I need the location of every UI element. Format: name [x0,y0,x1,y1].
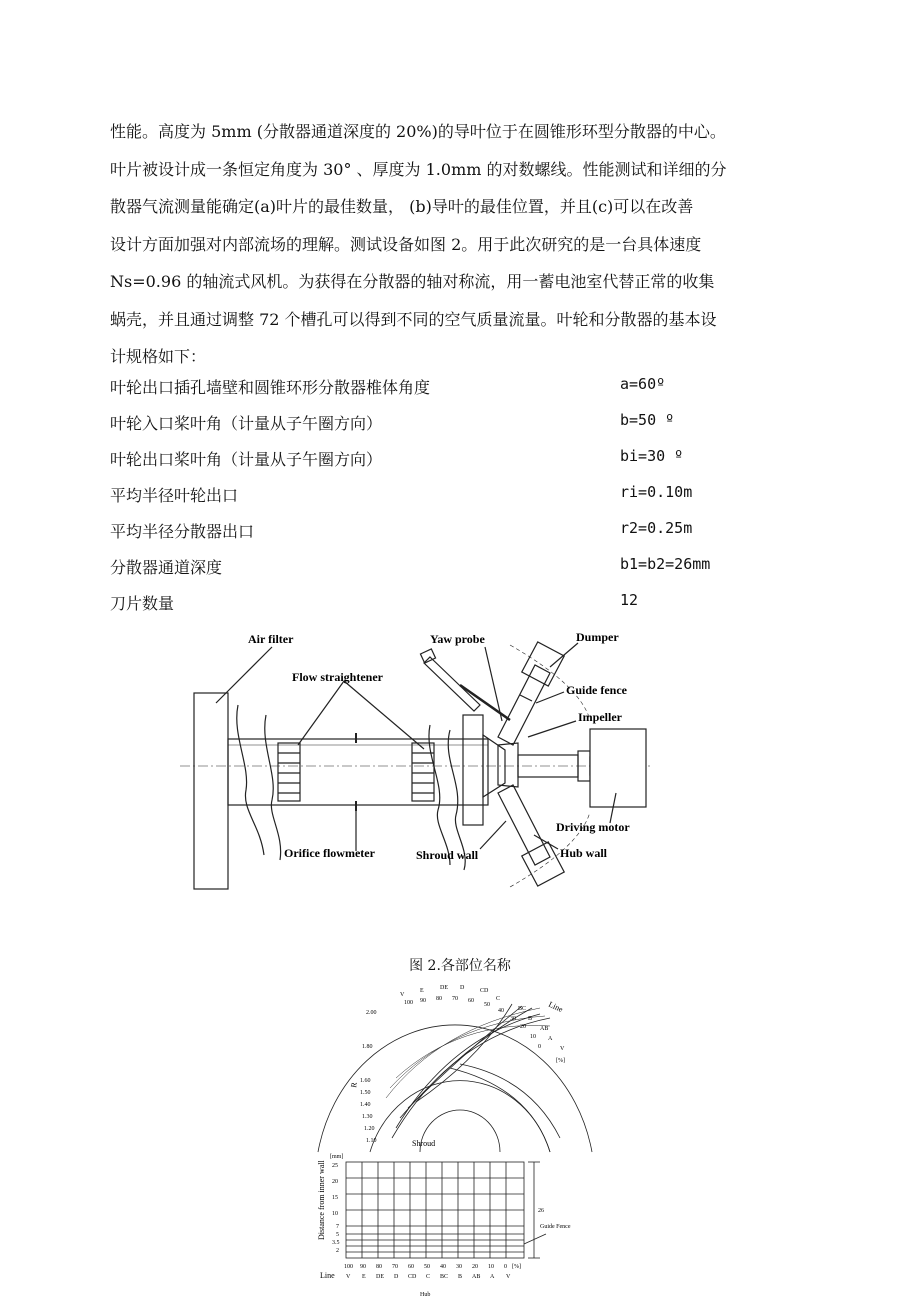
label-flow-straightener: Flow straightener [292,670,383,684]
y-tick: 15 [332,1195,338,1201]
label-yaw-probe: Yaw probe [430,632,485,646]
y-tick: 10 [332,1211,338,1217]
top-number: 50 [484,1002,490,1008]
spec-label: 平均半径分散器出口 [110,522,255,541]
spec-label: 分散器通道深度 [110,558,223,577]
top-line-label: BC [518,1006,527,1012]
paragraph-line: Ns=0.96 的轴流式风机。为获得在分散器的轴对称流，用一蓄电池室代替正常的收集 [110,272,715,291]
top-number: 10 [530,1034,536,1040]
depth-label: 26 [538,1208,544,1214]
r-tick: 1.10 [366,1138,377,1144]
bottom-number: 50 [424,1264,430,1270]
bottom-number: 10 [488,1264,494,1270]
mm-unit: [mm] [330,1154,344,1160]
label-orifice-flowmeter: Orifice flowmeter [284,846,375,860]
y-tick: 3.5 [332,1240,340,1246]
top-line-label: DE [440,985,448,991]
label-hub-wall: Hub wall [560,846,608,860]
r-tick: 1.80 [362,1044,373,1050]
air-filter-box [194,693,228,889]
y-tick: 5 [336,1232,339,1238]
bottom-number: 60 [408,1264,414,1270]
top-line-label: V [560,1046,565,1052]
spec-label: 叶轮出口桨叶角（计量从子午圈方向） [110,450,383,469]
spec-label: 叶轮出口插孔墙壁和圆锥环形分散器椎体角度 [110,378,431,397]
label-guide-fence: Guide fence [566,683,627,697]
r-tick: 1.20 [364,1126,375,1132]
bottom-number: 80 [376,1264,382,1270]
paragraph-line: 蜗壳，并且通过调整 72 个槽孔可以得到不同的空气质量流量。叶轮和分散器的基本设 [110,309,717,329]
paragraph-line: 计规格如下： [110,347,207,366]
bottom-number: 100 [344,1264,353,1270]
bottom-line-label: D [394,1274,399,1280]
yaw-probe [420,649,510,720]
paragraph-line: 叶片被设计成一条恒定角度为 30° 、厚度为 1.0mm 的对数螺线。性能测试和详细的分 [110,159,727,179]
paragraph-line: 散器气流测量能确定(a)叶片的最佳数量， (b)导叶的最佳位置，并且(c)可以在改善 [110,197,694,216]
label-air-filter: Air filter [248,632,294,646]
top-number: 0 [538,1044,541,1050]
top-number: 100 [404,1000,413,1006]
label-impeller: Impeller [578,710,622,724]
top-line-label: E [420,988,424,994]
driving-motor-box [590,729,646,807]
hub-label: Hub [420,1292,431,1298]
spec-label: 平均半径叶轮出口 [110,486,239,505]
r-tick: 1.50 [360,1090,371,1096]
top-number: 40 [498,1008,504,1014]
bottom-line-label: B [458,1274,463,1280]
top-number: 80 [436,996,442,1002]
spec-value: a=60º [620,375,666,393]
bottom-number: 20 [472,1264,478,1270]
spec-value: r2=0.25m [620,519,693,537]
body-paragraph [110,113,810,376]
y-axis-label: Distance from inner wall [317,1160,326,1240]
y-tick: 20 [332,1179,338,1185]
top-line-label: AB [540,1026,549,1032]
top-number: 90 [420,998,426,1004]
bottom-line-label: DE [376,1274,384,1280]
guide-fence-label: Guide Fence [540,1224,571,1230]
line-word-bottom: Line [320,1271,335,1280]
measurement-figure [300,978,610,1302]
label-driving-motor: Driving motor [556,820,630,834]
bottom-number: 40 [440,1264,446,1270]
spec-label: 叶轮入口桨叶角（计量从子午圈方向） [110,414,383,433]
r-tick: 2.00 [366,1010,377,1016]
bottom-line-label: E [362,1274,366,1280]
percent-unit-bottom: [%] [512,1264,521,1270]
bottom-line-label: V [346,1274,351,1280]
spec-label: 刀片数量 [110,594,175,613]
r-tick: 1.60 [360,1078,371,1084]
bottom-number: 70 [392,1264,398,1270]
bottom-number: 0 [504,1264,507,1270]
spec-value: 12 [620,591,639,609]
paragraph-line: 性能。高度为 5mm (分散器通道深度的 20%)的导叶位于在圆锥形环型分散器的中心。 [110,122,726,141]
bottom-line-label: CD [408,1274,417,1280]
lower-diffuser-arm [498,785,564,886]
top-number: 70 [452,996,458,1002]
top-line-label: A [548,1036,553,1042]
spec-value: b=50 º [620,411,675,429]
top-line-label: V [400,992,405,998]
y-tick: 2 [336,1248,339,1254]
bottom-number: 30 [456,1264,462,1270]
bottom-line-label: BC [440,1274,449,1280]
r-axis-label: R [349,1081,359,1089]
top-number: 20 [520,1024,526,1030]
spec-value: ri=0.10m [620,483,693,501]
paragraph-line: 设计方面加强对内部流场的理解。测试设备如图 2。用于此次研究的是一台具体速度 [110,234,702,254]
line-word-top: Line [547,999,565,1015]
diffuser-outer-arc [318,1025,592,1152]
shroud-label: Shroud [412,1139,436,1148]
spec-value: bi=30 º [620,447,684,465]
apparatus-figure [180,625,650,895]
top-number: 30 [510,1016,516,1022]
spec-value: b1=b2=26mm [620,555,711,573]
top-line-label: B [528,1016,533,1022]
top-number: 60 [468,998,474,1004]
top-line-label: CD [480,988,489,994]
label-shroud-wall: Shroud wall [416,848,479,862]
flow-straightener-left [278,743,300,801]
r-tick: 1.30 [362,1114,373,1120]
top-line-label: C [496,996,501,1002]
bottom-line-label: AB [472,1274,481,1280]
bottom-line-label: C [426,1274,431,1280]
upper-diffuser-arm [498,642,564,745]
label-dumper: Dumper [576,630,619,644]
r-tick: 1.40 [360,1102,371,1108]
figure-caption: 图 2.各部位名称 [409,958,511,974]
bottom-line-label: V [506,1274,511,1280]
bottom-number: 90 [360,1264,366,1270]
y-tick: 7 [336,1224,339,1230]
bottom-line-label: A [490,1274,495,1280]
top-line-label: D [460,985,465,991]
percent-unit: [%] [556,1058,565,1064]
y-tick: 25 [332,1163,338,1169]
